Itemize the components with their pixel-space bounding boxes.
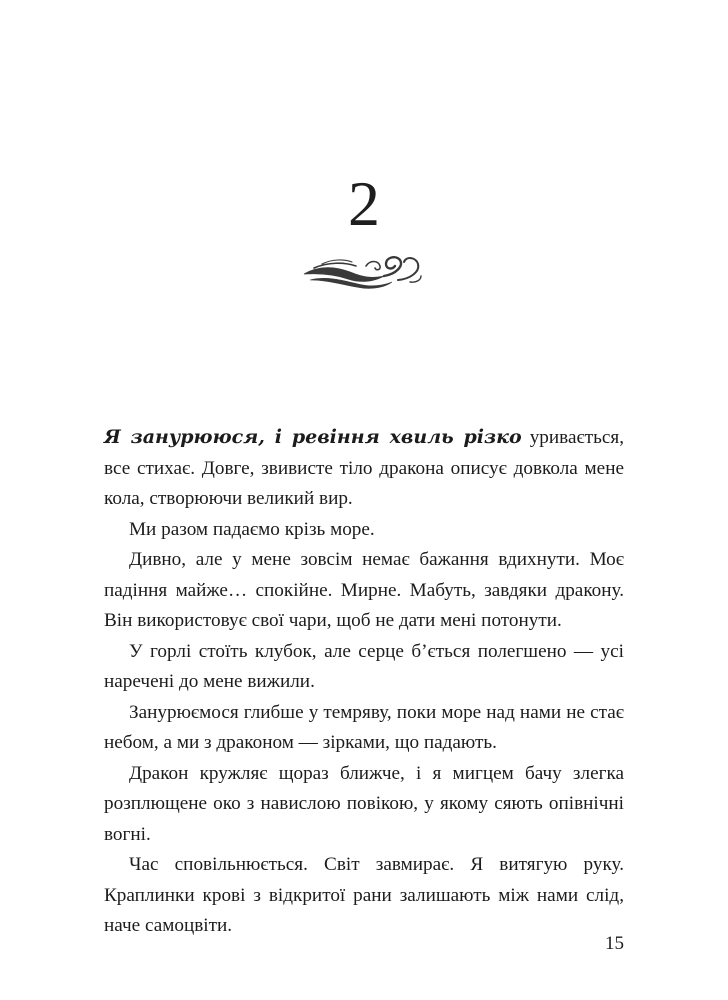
- wave-flourish-icon: [300, 252, 424, 290]
- paragraph-7: Час сповільнюється. Світ завмирає. Я витягую руку. Краплинки крові з відкритої рани залишають між нами слід, наче самоцвіти.: [104, 854, 624, 936]
- lead-in-text: Я занурююся, і ревіння хвиль різко: [104, 426, 522, 448]
- page-number: 15: [605, 933, 624, 954]
- paragraph-1-text: уривається, все стихає. Довге, звивисте тіло дракона описує довкола мене кола, створюючи великий вир.: [104, 427, 624, 509]
- paragraph-4: У горлі стоїть клубок, але серце б’ється полегшено — усі наречені до мене вижили.: [104, 640, 624, 692]
- paragraph-6: Дракон кружляє щораз ближче, і я мигцем бачу злегка розплющене око з навислою повікою, у якому сяють опівнічні вогні.: [104, 762, 624, 845]
- paragraph-2: Ми разом падаємо крізь море.: [129, 518, 375, 540]
- chapter-number: 2: [348, 168, 380, 239]
- paragraph-3: Дивно, але у мене зовсім немає бажання вдихнути. Моє падіння майже… спокійне. Мирне. Мабуть, завдяки дракону. Він використовує свої чари, щоб не дати мені потонути.: [104, 549, 624, 631]
- paragraph-1: [104, 422, 624, 515]
- paragraph-5: Занурюємося глибше у темряву, поки море над нами не стає небом, а ми з драконом — зірками, що падають.: [104, 701, 624, 753]
- chapter-text: [104, 422, 624, 942]
